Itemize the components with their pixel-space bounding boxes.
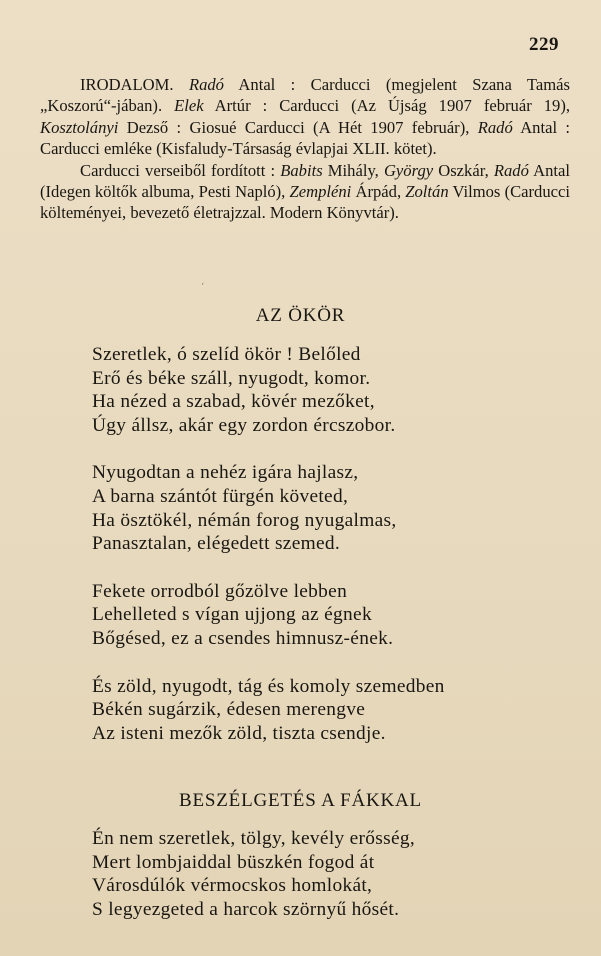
author-name: Radó bbox=[477, 117, 513, 137]
verse-line: Én nem szeretlek, tölgy, kevély erősség, bbox=[92, 828, 416, 849]
note-text: Mihály, bbox=[322, 160, 384, 180]
verse-line: Panasztalan, elégedett szemed. bbox=[92, 533, 341, 555]
note-text: Vilmos (Carducci költeményei, bevezető életrajzzal. Modern Könyvtár). bbox=[40, 182, 570, 223]
author-name: György bbox=[383, 160, 434, 180]
verse-line: Városdúlók vérmocskos homlokát, bbox=[92, 875, 373, 897]
poem-title-beszelgetes: BESZÉLGETÉS A FÁKKAL bbox=[179, 790, 422, 811]
bibliography-paragraph bbox=[40, 74, 570, 160]
author-name: Radó bbox=[188, 75, 224, 94]
verse-line: Ha ösztökél, némán forog nyugalmas, bbox=[92, 509, 397, 531]
note-text: Carducci verseiből fordított : bbox=[80, 160, 281, 180]
verse-line: Nyugodtan a nehéz igára hajlasz, bbox=[92, 462, 359, 484]
stanza bbox=[92, 675, 572, 746]
verse-line: A barna szántót fürgén követed, bbox=[92, 485, 349, 507]
author-name: Kosztolányi bbox=[40, 117, 119, 137]
verse-line: Mert lombjaiddal büszkén fogod át bbox=[92, 851, 375, 873]
note-text: Antal : Carducci emléke (Kisfaludy-Társaság évlapjai XLII. kötet). bbox=[40, 117, 571, 159]
verse-line: Az isteni mezők zöld, tiszta csendje. bbox=[92, 722, 386, 744]
note-text: Dezső : Giosué Carducci (A Hét 1907 február), bbox=[118, 117, 478, 137]
stanza bbox=[92, 827, 572, 921]
verse-line: Békén sugárzik, édesen merengve bbox=[92, 699, 366, 721]
note-text: Árpád, bbox=[351, 182, 406, 202]
author-name: Zoltán bbox=[405, 182, 449, 202]
verse-line: Erő és béke száll, nyugodt, komor. bbox=[92, 367, 371, 389]
verse-line: Bőgésed, ez a csendes himnusz-ének. bbox=[92, 627, 394, 649]
author-name: Zempléni bbox=[289, 182, 352, 202]
poem-title-az-okor: AZ ÖKÖR bbox=[255, 305, 346, 326]
verse-line: És zöld, nyugodt, tág és komoly szemedben bbox=[92, 675, 445, 697]
note-text: Antal (Idegen költők albuma, Pesti Napló), bbox=[40, 160, 570, 202]
author-name: Babits bbox=[280, 160, 323, 180]
note-text: IRODALOM. bbox=[80, 75, 189, 94]
note-text: Artúr : Carducci (Az Újság 1907 február 19), bbox=[203, 96, 570, 116]
translations-paragraph bbox=[40, 160, 570, 224]
stanza bbox=[92, 580, 572, 651]
author-name: Radó bbox=[493, 160, 529, 180]
verse-line: Lehelleted s vígan ujjong az égnek bbox=[92, 604, 372, 626]
verse-line: Úgy állsz, akár egy zordon ércszobor. bbox=[92, 414, 396, 436]
verse-line: Szeretlek, ó szelíd ökör ! Belőled bbox=[92, 344, 361, 365]
note-text: Antal : Carducci (megjelent Szana Tamás „Koszorú“-jában). bbox=[40, 75, 570, 116]
stanza bbox=[92, 343, 572, 437]
poem-beszelgetes-a-fakkal bbox=[92, 827, 572, 921]
bibliography-notes bbox=[40, 74, 570, 224]
poem-az-okor bbox=[92, 343, 572, 745]
author-name: Elek bbox=[174, 96, 204, 116]
verse-line: Fekete orrodból gőzölve lebben bbox=[92, 580, 348, 602]
page-number: 229 bbox=[529, 34, 559, 55]
stanza bbox=[92, 461, 572, 555]
print-mark: ʻ bbox=[201, 282, 205, 293]
note-text: Oszkár, bbox=[433, 160, 494, 180]
verse-line: Ha nézed a szabad, kövér mezőket, bbox=[92, 391, 375, 413]
verse-line: S legyezgeted a harcok szörnyű hősét. bbox=[92, 898, 400, 920]
